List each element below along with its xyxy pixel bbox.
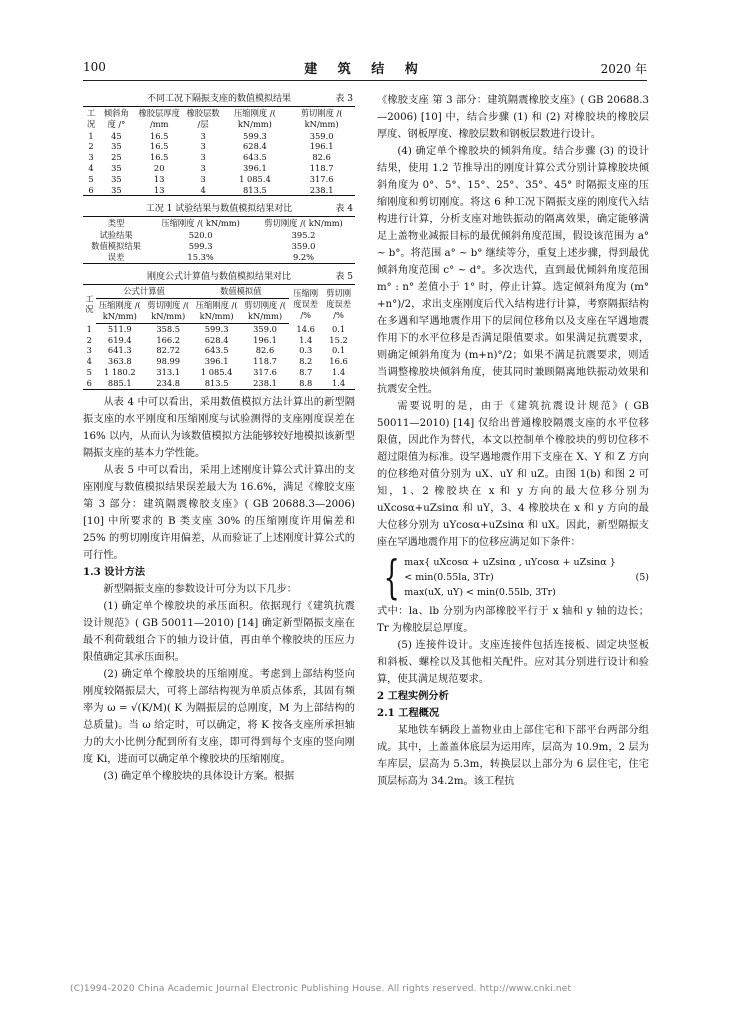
table-cell: 16.5 (149, 130, 169, 141)
table-cell: 196.1 (253, 334, 277, 345)
table-cell: 1 085.4 (239, 173, 271, 184)
table-cell: 35 (111, 141, 122, 152)
table-cell: 313.1 (156, 366, 181, 377)
paragraph: 《橡胶支座 第 3 部分：建筑隔震橡胶支座》( GB 20688.3—2006) [10] 中，结合步骤 (1) 和 (2) 对橡胶块的橡胶层厚度、钢板厚度、橡胶层数和钢板层数进行设计。 (377, 95, 649, 140)
table-cell: 8.8 (289, 378, 322, 389)
table-header: 橡胶层厚度 /mm (134, 107, 185, 131)
table-cell: 395.2 (291, 230, 316, 241)
table-cell: 1.4 (299, 334, 313, 345)
equation-5 (377, 550, 649, 604)
table-row (83, 152, 355, 163)
paragraph: (2) 确定单个橡胶块的压缩刚度。考虑到上部结构竖向刚度较隔振层大，可将上部结构视为单质点体系，其固有频率为 ω = √(K/M)( K 为隔振层的总刚度，M 为上部结构的总质量)。当 ω 给定时，可以确定，将 K 按各支座所承担轴力的大小比例分配到所有支座，即可得到每个支座的竖向刚度 Ki，进而可以确定单个橡胶块的压缩刚度。 (83, 668, 355, 765)
equation-number: (5) (635, 571, 649, 583)
paragraph: 新型隔振支座的参数设计可分为以下几步： (103, 583, 297, 595)
table-header: 剪切刚度 /( kN/mm) (288, 107, 355, 131)
table5-caption (83, 270, 355, 284)
right-column (377, 92, 649, 790)
table-cell: 628.4 (243, 141, 267, 152)
paragraph: 式中：la、lb 分别为内部橡胶平行于 x 轴和 y 轴的边长；Tr 为橡胶层总厚度。 (377, 606, 649, 634)
table-row (83, 174, 355, 185)
table-cell: 363.8 (107, 356, 132, 367)
table-cell: 1 (88, 130, 94, 141)
table-cell: 317.6 (253, 366, 277, 377)
table-cell: 317.6 (309, 173, 334, 184)
table-group-header: 数值模拟值 (192, 285, 289, 299)
table-header: 压缩刚度 /( kN/mm) (96, 299, 144, 324)
table-header: 剪切刚度 /( kN/mm) (241, 299, 289, 324)
table-header: 剪切刚度 /( kN/mm) (144, 299, 192, 324)
equation-line: max(uX, uY) < min(0.55lb, 3Tr) (404, 586, 556, 598)
table-cell: 359.0 (309, 130, 334, 141)
table-cell: 8.7 (299, 366, 313, 377)
table-row (83, 141, 355, 152)
paragraph: 某地铁车辆段上盖物业由上部住宅和下部平台两部分组成。其中，上盖盖体底层为运用库，层高为 10.9m，2 层为车库层，层高为 5.3m，转换层以上部分为 6 层住宅，住宅顶层标高为 34.2m。该工程抗 (377, 725, 649, 787)
table-cell: 3 (200, 162, 206, 173)
table-cell: 3 (88, 152, 94, 163)
paragraph: (5) 连接件设计。支座连接件包括连接板、固定块竖板和斜板、螺栓以及其他相关配件。应对其分别进行设计和验算，使其满足规范要求。 (377, 640, 649, 685)
table-cell: 885.1 (96, 378, 144, 389)
table-cell: 520.0 (188, 230, 213, 241)
table-cell: 358.5 (156, 323, 181, 334)
table-cell: 4 (88, 162, 94, 173)
table-cell: 3 (86, 345, 92, 356)
table-header: 压缩刚度 /( kN/mm) (192, 299, 240, 324)
table-cell: 0.1 (331, 323, 346, 334)
table-cell: 6 (83, 185, 99, 196)
table-cell: 9.2% (252, 252, 355, 264)
paragraph: (3) 确定单个橡胶块的具体设计方案。根据 (103, 770, 295, 782)
table-cell: 16.5 (149, 141, 169, 152)
paragraph: (4) 确定单个橡胶块的倾斜角度。结合步骤 (3) 的设计结果，使用 1.2 节推导出的刚度计算公式分别计算橡胶块倾斜角度为 0°、5°、15°、25°、35°、45° 时隔振支座的压缩刚度和剪切刚度。将这 6 种工况下隔振支座的刚度代入结构进行计算，分析支座对地铁振动的隔离效果，确定能够满足上盖物业减振目标的最优倾斜角度范围，假设该范围为 a° ~ b°。将范围 a° ~ b° 继续等分，重复上述步骤，得到最优倾斜角度范围 c° ~ d°。多次迭代，直到最优倾斜角度范围 m° : n° 差值小于 1° 时，停止计算。选定倾斜角度为 (m°+n°)/2，求出支座刚度后代入结构进行计算，考察隔振结构在多遇和罕遇地震作用下的层间位移角以及支座在罕遇地震作用下的水平位移是否满足限值要求。如果满足抗震要求，则确定倾斜角度为 (m+n)°/2；如果不满足抗震要求，则适当调整橡胶块倾斜角度，使其同时兼顾隔离地铁振动效果和抗震安全性。 (377, 146, 649, 395)
table-cell: 599.3 (243, 130, 267, 141)
table-header: 橡胶层数 /层 (186, 108, 220, 129)
table-cell: 0.1 (331, 345, 346, 356)
table-cell: 82.6 (312, 152, 331, 163)
table-cell: 628.4 (204, 334, 229, 345)
table-cell: 35 (111, 162, 122, 173)
table5-label: 表 5 (335, 272, 353, 283)
table-cell: 3 (200, 173, 206, 184)
table4-title: 工况 1 试验结果与数值模拟结果对比 (145, 204, 293, 215)
table-cell: 396.1 (243, 162, 267, 173)
table3-caption (83, 92, 355, 106)
table-cell: 599.3 (188, 241, 213, 252)
left-brace-icon: { (383, 550, 400, 604)
table-cell: 234.8 (144, 378, 192, 389)
table-cell: 3 (200, 130, 206, 141)
table3 (83, 106, 355, 196)
table-cell: 25 (111, 152, 122, 163)
issue-year: 2020 年 (600, 62, 647, 76)
table-cell: 511.9 (107, 323, 132, 334)
table-group-header: 公式计算值 (96, 285, 193, 299)
table-cell: 6 (83, 378, 96, 389)
table-header: 压缩刚度 /( kN/mm) (222, 107, 289, 131)
table-cell: 619.4 (107, 334, 132, 345)
running-header (83, 58, 647, 81)
table-cell: 数值模拟结果 (91, 241, 141, 252)
subsection-heading: 2.1 工程概况 (377, 707, 440, 719)
table3-title: 不同工况下隔振支座的数值模拟结果 (146, 94, 291, 104)
table-cell: 1 180.2 (103, 366, 136, 377)
copyright-footer: (C)1994-2020 China Academic Journal Electronic Publishing House. All rights reserved. http://www.cnki.net (70, 984, 572, 994)
table-cell: 396.1 (204, 356, 229, 367)
table3-label: 表 3 (335, 94, 353, 104)
table-cell: 15.3% (149, 252, 252, 264)
table-header: 压缩刚度误差 /% (289, 285, 322, 323)
table-cell: 813.5 (192, 378, 240, 389)
table-cell: 5 (88, 173, 94, 184)
table4-label: 表 4 (335, 204, 353, 215)
table-cell: 0.3 (299, 345, 313, 356)
table-cell: 45 (111, 130, 122, 141)
table-cell: 98.99 (156, 356, 181, 367)
table-cell: 1 (86, 323, 92, 334)
table-cell: 359.0 (291, 241, 316, 252)
table-row (83, 185, 355, 196)
table-cell: 641.3 (107, 345, 132, 356)
table-cell: 16.5 (149, 152, 169, 163)
table5-title: 刚度公式计算值与数值模拟结果对比 (146, 272, 291, 283)
paragraph: 从表 5 中可以看出，采用上述刚度计算公式计算出的支座刚度与数值模拟结果误差最大为 16.6%，满足《橡胶支座 第 3 部分：建筑隔震橡胶支座》( GB 20688.3—2006) [10] 中所要求的 B 类支座 30% 的压缩刚度许用偏差和 25% 的剪切刚度许用偏差，从而验证了上述刚度计算公式的可行性。 (83, 464, 355, 561)
table-cell: 238.1 (241, 378, 289, 389)
table-cell: 2 (88, 141, 94, 152)
table-header: 剪切刚度误差 /% (322, 285, 355, 323)
table-row (83, 131, 355, 142)
table-cell: 16.6 (329, 356, 348, 367)
table-cell: 5 (86, 366, 92, 377)
table-cell: 1.4 (331, 366, 346, 377)
table-cell: 813.5 (222, 185, 289, 196)
journal-title: 建 筑 结 构 (304, 62, 426, 77)
table-cell: 13 (153, 173, 165, 184)
table-cell: 1 085.4 (200, 366, 233, 377)
table-row (83, 241, 355, 252)
table-row (83, 252, 355, 264)
table4 (83, 216, 355, 264)
table-row (83, 323, 355, 334)
table-cell: 118.7 (309, 162, 334, 173)
table-cell: 3 (200, 152, 206, 163)
table-row (83, 356, 355, 367)
table-row (83, 230, 355, 241)
table-cell: 14.6 (296, 323, 315, 334)
table-row (83, 378, 355, 389)
table-cell: 82.72 (156, 345, 181, 356)
table-row (83, 367, 355, 378)
table-cell: 599.3 (204, 323, 229, 334)
section-heading: 2 工程实例分析 (377, 690, 449, 702)
paragraph: 从表 4 中可以看出，采用数值模拟方法计算出的新型隔振支座的水平刚度和压缩刚度与试验测得的支座刚度误差在 16% 以内，从而认为该数值模拟方法能够较好地模拟该新型隔振支座的基本力学性能。 (83, 396, 355, 459)
table-cell: 118.7 (253, 356, 277, 367)
paragraph: 需要说明的是，由于《建筑抗震设计规范》( GB 50011—2010) [14] 仅给出普通橡胶隔震支座的水平位移限值，因此作为替代，本文以控制单个橡胶块的剪切位移不超过限值为标准。设罕遇地震作用下支座在 X、Y 和 Z 方向的位移绝对值分别为 uX、uY 和 uZ。由图 1(b) 和图 2 可知，1、2 橡胶块在 x 和 y 方向的最大位移分别为 uXcosα+uZsinα 和 uY，3、4 橡胶块在 x 和 y 方向的最大位移分别为 uYcosα+uZsinα 和 uX。因此，新型隔振支座在罕遇地震作用下的位移应满足如下条件： (377, 401, 649, 548)
table-header: 倾斜角度 /° (99, 107, 134, 131)
table-cell: 238.1 (288, 185, 355, 196)
table-cell: 8.2 (299, 356, 313, 367)
table4-caption (83, 202, 355, 216)
table-cell: 20 (153, 162, 165, 173)
table-cell: 643.5 (243, 152, 267, 163)
table-cell: 试验结果 (99, 230, 133, 241)
paragraph: (1) 确定单个橡胶块的承压面积。依据现行《建筑抗震设计规范》( GB 50011—2010) [14] 确定新型隔振支座在最不利荷载组合下的轴力设计值，再由单个橡胶块的压应力限值确定其承压面积。 (83, 600, 355, 663)
table-cell: 196.1 (309, 141, 334, 152)
table-header: 类型 (83, 217, 149, 231)
table-cell: 13 (134, 185, 185, 196)
table-cell: 1.4 (322, 378, 355, 389)
table-cell: 82.6 (255, 345, 275, 356)
table-row (83, 163, 355, 174)
table-cell: 误差 (83, 252, 149, 264)
table-cell: 35 (99, 185, 134, 196)
table-cell: 35 (111, 173, 122, 184)
table-header: 压缩刚度 /( kN/mm) (149, 217, 252, 231)
table-cell: 3 (200, 141, 206, 152)
left-column (83, 92, 355, 785)
table-header: 工况 (83, 285, 96, 323)
table-header: 工况 (83, 107, 99, 131)
table-cell: 166.2 (156, 334, 181, 345)
table-row (83, 335, 355, 346)
table-cell: 4 (86, 356, 92, 367)
page-number: 100 (83, 60, 106, 74)
equation-line: max{ uXcosα + uZsinα , uYcosα + uZsinα } < min(0.55la, 3Tr) (404, 556, 616, 583)
table-header: 剪切刚度 /( kN/mm) (252, 217, 355, 231)
table-cell: 15.2 (329, 334, 348, 345)
table5 (83, 284, 355, 389)
table-cell: 643.5 (204, 345, 229, 356)
section-heading: 1.3 设计方法 (83, 565, 146, 578)
table-cell: 4 (185, 185, 222, 196)
table-cell: 359.0 (253, 323, 277, 334)
table-row (83, 345, 355, 356)
table-cell: 2 (86, 334, 92, 345)
